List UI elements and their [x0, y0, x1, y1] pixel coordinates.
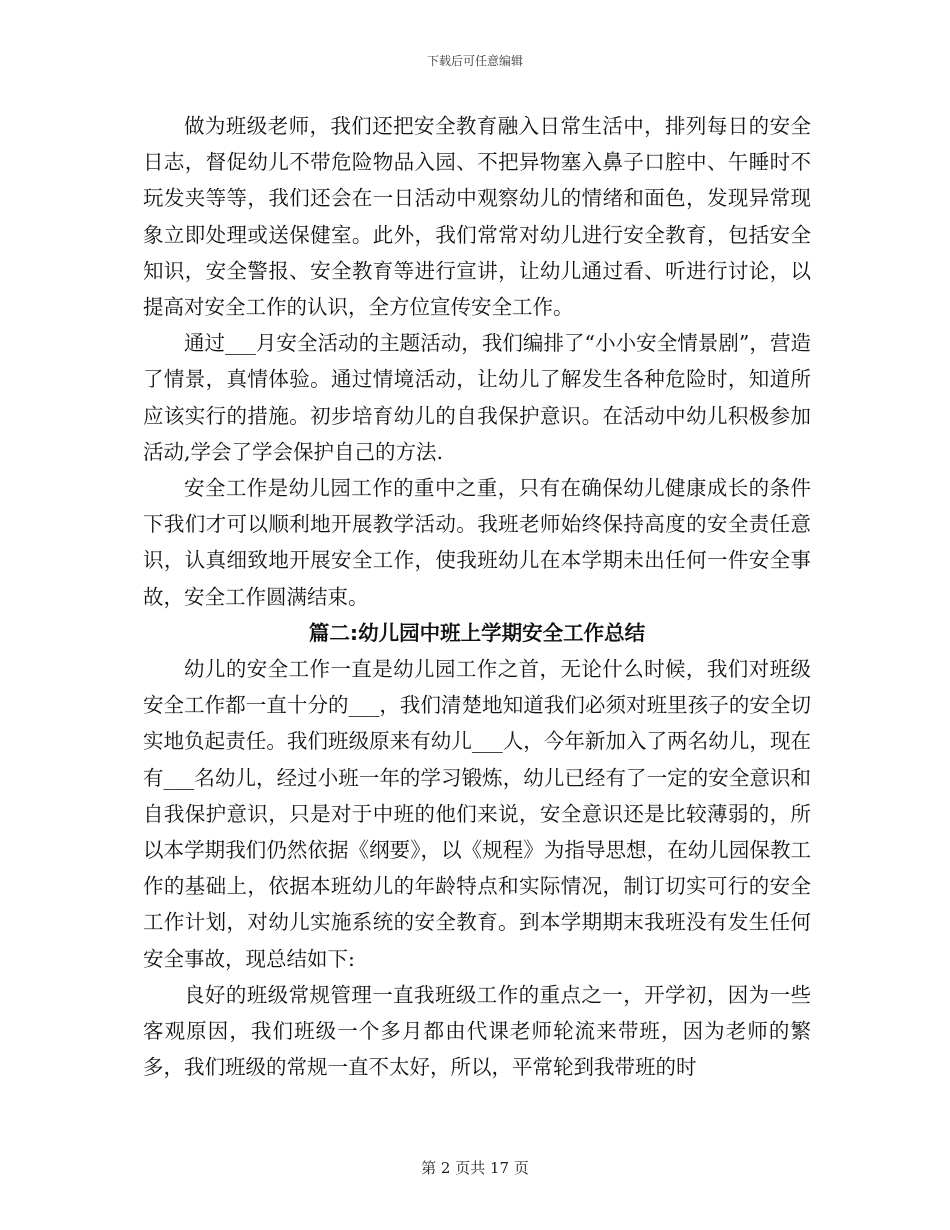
- section-title: 篇二:幼儿园中班上学期安全工作总结: [308, 620, 646, 645]
- paragraph: 幼儿的安全工作一直是幼儿园工作之首，无论什么时候，我们对班级安全工作都一直十分的___，我们清楚地知道我们必须对班里孩子的安全切实地负起责任。我们班级原来有幼儿___人，今年新加入了两名幼儿，现在有___名幼儿，经过小班一年的学习锻炼，幼儿已经有了一定的安全意识和自我保护意识，只是对于中班的他们来说，安全意识还是比较薄弱的，所以本学期我们仍然依据《纲要》，以《规程》为指导思想，在幼儿园保教工作的基础上，依据本班幼儿的年龄特点和实际情况，制订切实可行的安全工作计划，对幼儿实施系统的安全教育。到本学期期末我班没有发生任何安全事故，现总结如下:: [143, 657, 811, 971]
- paragraph: 良好的班级常规管理一直我班级工作的重点之一，开学初，因为一些客观原因，我们班级一个多月都由代课老师轮流来带班，因为老师的繁多，我们班级的常规一直不太好，所以，平常轮到我带班的时: [143, 982, 811, 1080]
- page-footer: 第 2 页共 17 页: [421, 1159, 529, 1177]
- paragraph: 通过___月安全活动的主题活动，我们编排了“小小安全情景剧”，营造了情景，真情体验。通过情境活动，让幼儿了解发生各种危险时，知道所应该实行的措施。初步培育幼儿的自我保护意识。在活动中幼儿积极参加活动,学会了学会保护自己的方法.: [143, 331, 811, 464]
- page-header: 下载后可任意编辑: [426, 54, 523, 68]
- paragraph: 安全工作是幼儿园工作的重中之重，只有在确保幼儿健康成长的条件下我们才可以顺利地开展教学活动。我班老师始终保持高度的安全责任意识，认真细致地开展安全工作，使我班幼儿在本学期未出任何一件安全事故，安全工作圆满结束。: [143, 476, 811, 609]
- paragraph: 做为班级老师，我们还把安全教育融入日常生活中，排列每日的安全日志，督促幼儿不带危险物品入园、不把异物塞入鼻子口腔中、午睡时不玩发夹等等，我们还会在一日活动中观察幼儿的情绪和面色，发现异常现象立即处理或送保健室。此外，我们常常对幼儿进行安全教育，包括安全知识，安全警报、安全教育等进行宣讲，让幼儿通过看、听进行讨论，以提高对安全工作的认识，全方位宣传安全工作。: [143, 114, 811, 320]
- document-body: [143, 108, 811, 1085]
